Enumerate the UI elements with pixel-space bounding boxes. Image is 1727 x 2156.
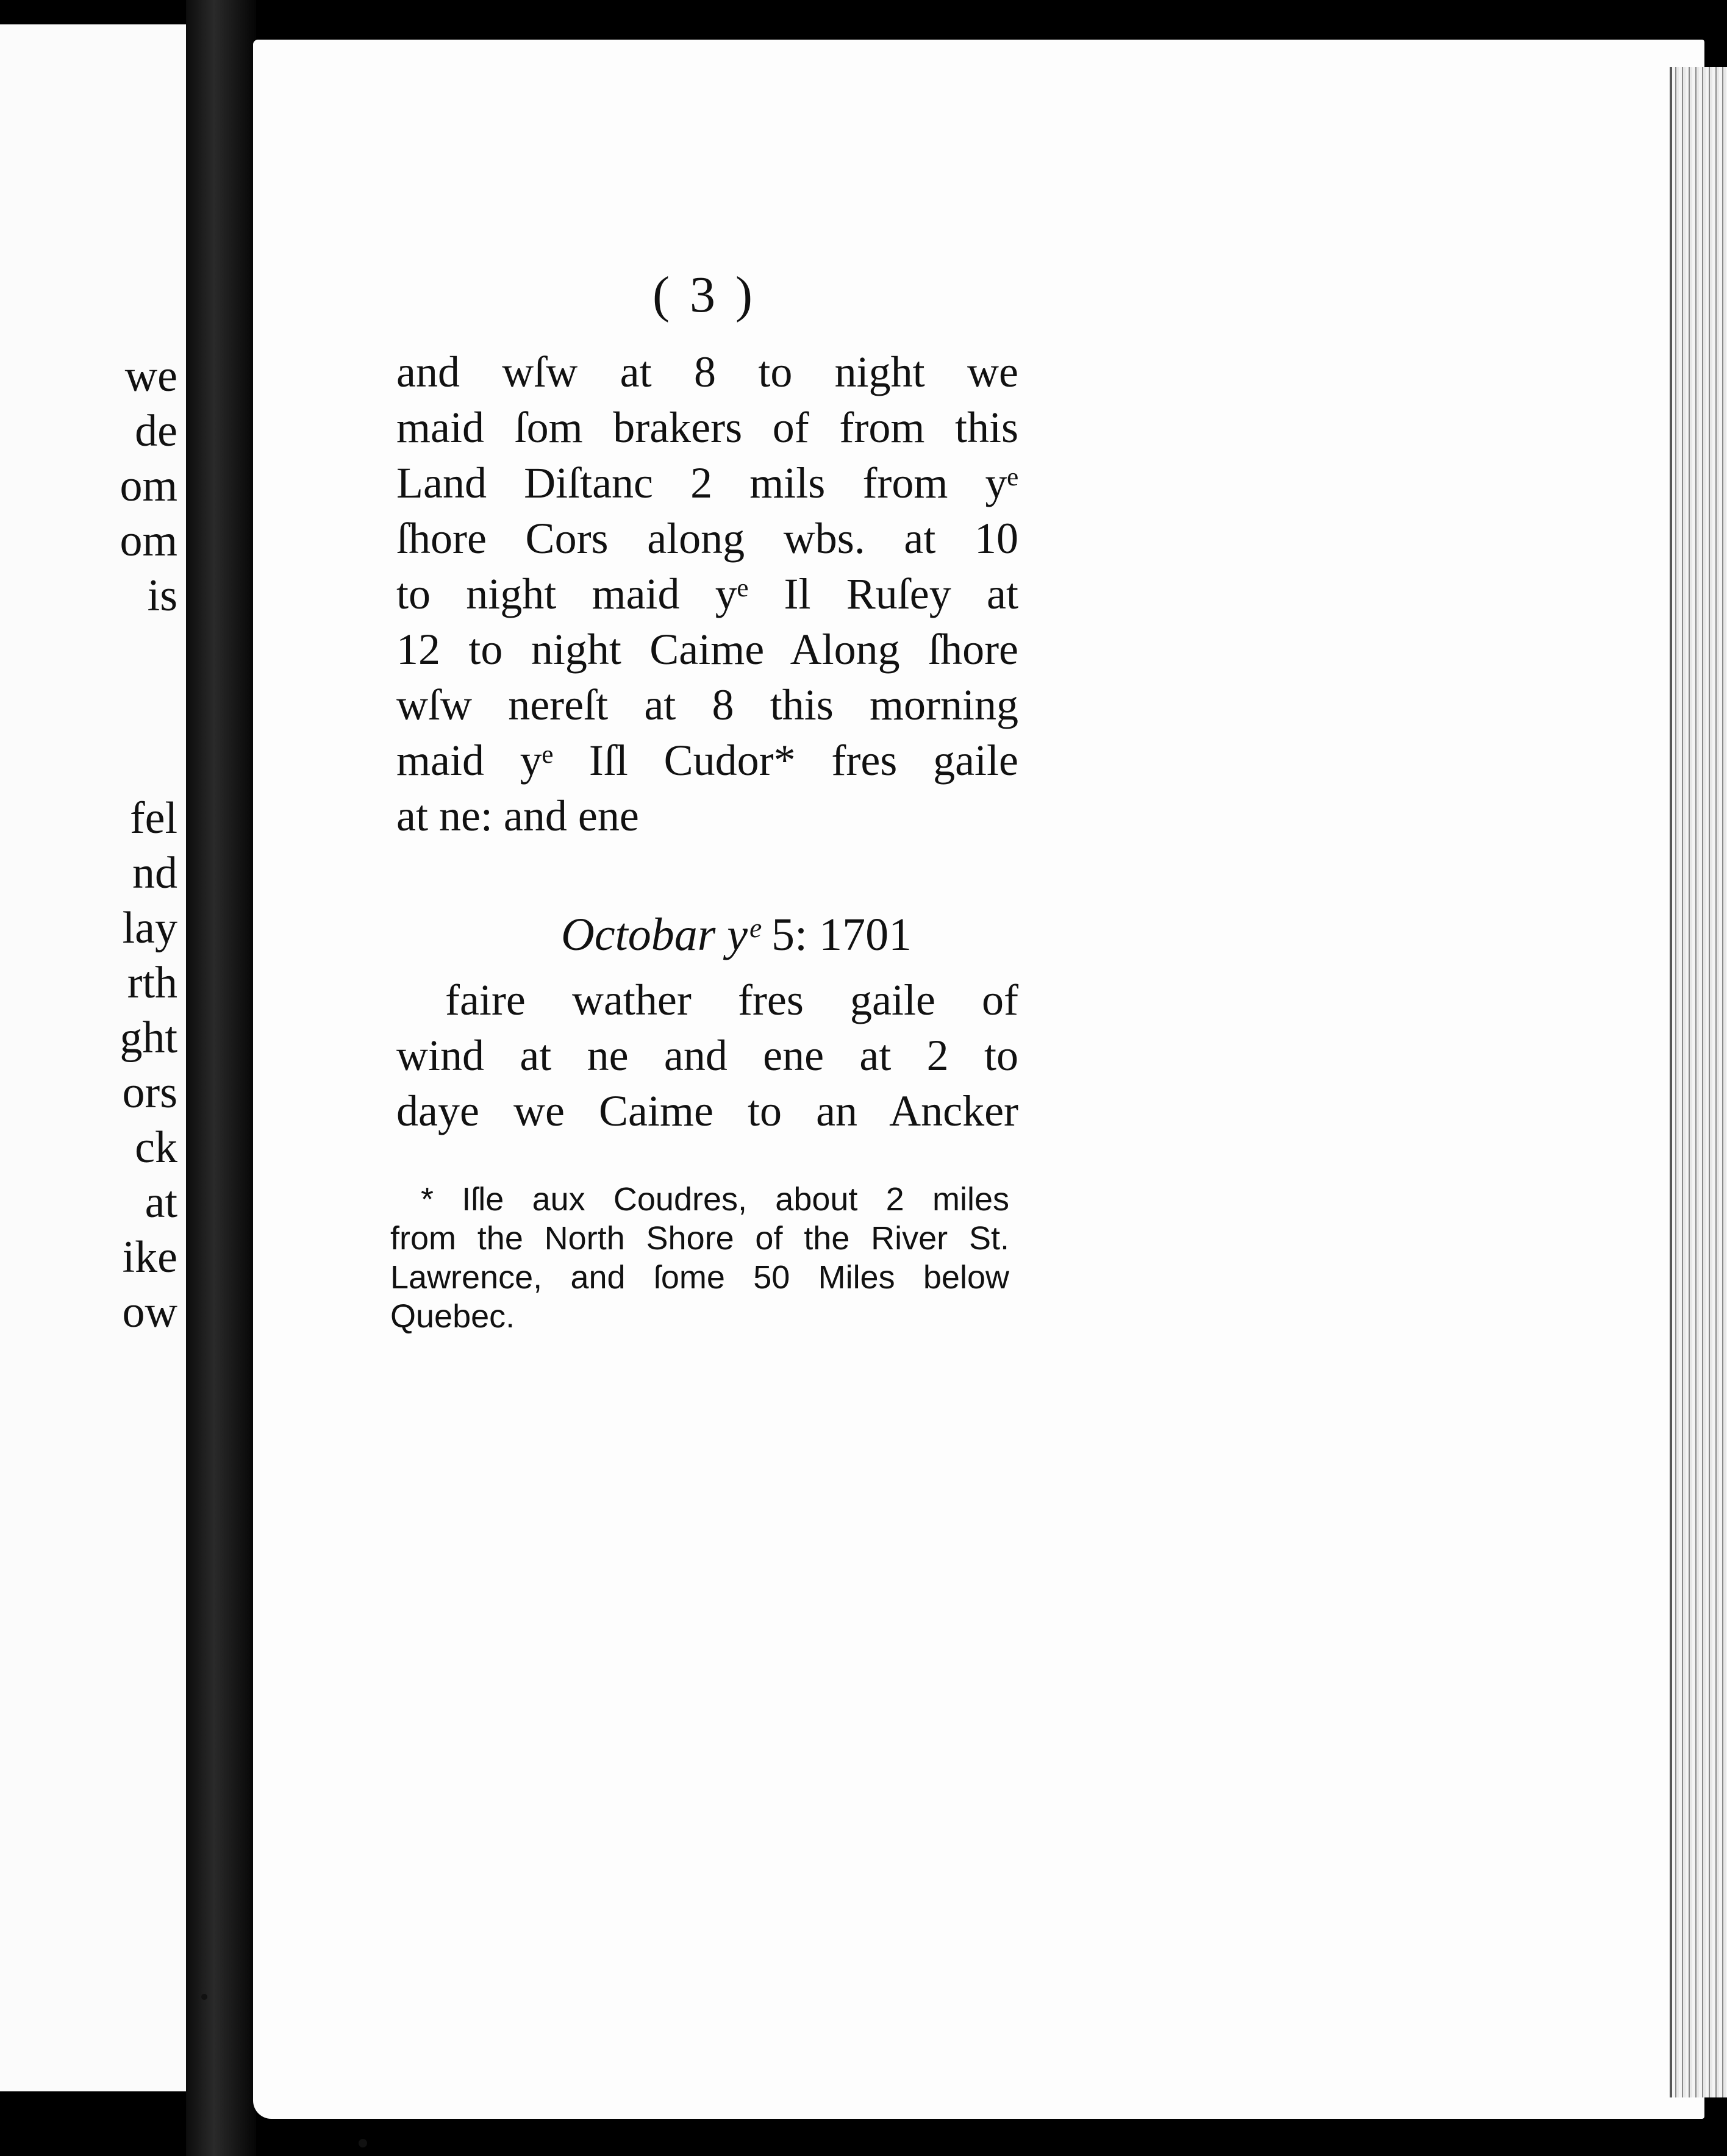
dust-speck xyxy=(201,1994,207,2000)
left-page-line: ors xyxy=(122,1068,177,1118)
footnote-line: Quebec. xyxy=(390,1298,515,1335)
left-facing-page xyxy=(0,24,190,2091)
page-edge-stack xyxy=(1670,67,1727,2097)
footnote-line: Lawrence, and ſome 50 Miles below xyxy=(390,1259,1009,1296)
text-line: wſw nereſt at 8 this morning xyxy=(396,680,1018,729)
date-heading-month: Octobar yᵉ xyxy=(561,909,760,960)
dust-speck xyxy=(359,2139,367,2147)
book-gutter xyxy=(186,0,256,2156)
text-line: at ne: and ene xyxy=(396,791,639,840)
left-page-line: ow xyxy=(122,1287,177,1337)
left-page-line: om xyxy=(120,516,177,566)
text-line: to night maid yᵉ Il Ruſey at xyxy=(396,569,1018,618)
footnote-line: * Iſle aux Coudres, about 2 miles xyxy=(421,1181,1009,1218)
text-line: maid yᵉ Iſl Cudor* fres gaile xyxy=(396,736,1018,785)
left-page-line: rth xyxy=(127,958,177,1008)
page-number-heading: ( 3 ) xyxy=(653,266,756,323)
text-line: faire wather fres gaile of xyxy=(445,976,1018,1024)
left-page-line: at xyxy=(145,1177,177,1227)
left-page-line: de xyxy=(135,406,177,456)
left-page-line: fel xyxy=(129,793,177,843)
footnote-line: from the North Shore of the River St. xyxy=(390,1220,1009,1257)
text-line: wind at ne and ene at 2 to xyxy=(396,1031,1018,1080)
journal-paragraph-1 xyxy=(396,344,1018,844)
footnote xyxy=(390,1180,1009,1336)
text-line: daye we Caime to an Ancker xyxy=(396,1087,1018,1135)
left-page-line: nd xyxy=(132,848,177,898)
date-heading xyxy=(561,908,912,962)
date-heading-day-year: 5: 1701 xyxy=(771,909,912,960)
left-page-line: lay xyxy=(122,903,177,953)
left-page-line: om xyxy=(120,461,177,511)
left-page-line: ck xyxy=(135,1123,177,1173)
left-page-line: ght xyxy=(120,1013,177,1063)
journal-paragraph-2 xyxy=(396,973,1018,1139)
left-page-line: we xyxy=(124,351,177,401)
left-page-line: ike xyxy=(122,1232,177,1282)
text-line: Land Diſtanc 2 mils from yᵉ xyxy=(396,459,1018,507)
text-line: maid ſom brakers of from this xyxy=(396,403,1018,452)
left-page-line: is xyxy=(147,571,177,621)
text-line: and wſw at 8 to night we xyxy=(396,348,1018,396)
text-line: 12 to night Caime Along ſhore xyxy=(396,625,1018,674)
text-line: ſhore Cors along wbs. at 10 xyxy=(396,514,1018,563)
